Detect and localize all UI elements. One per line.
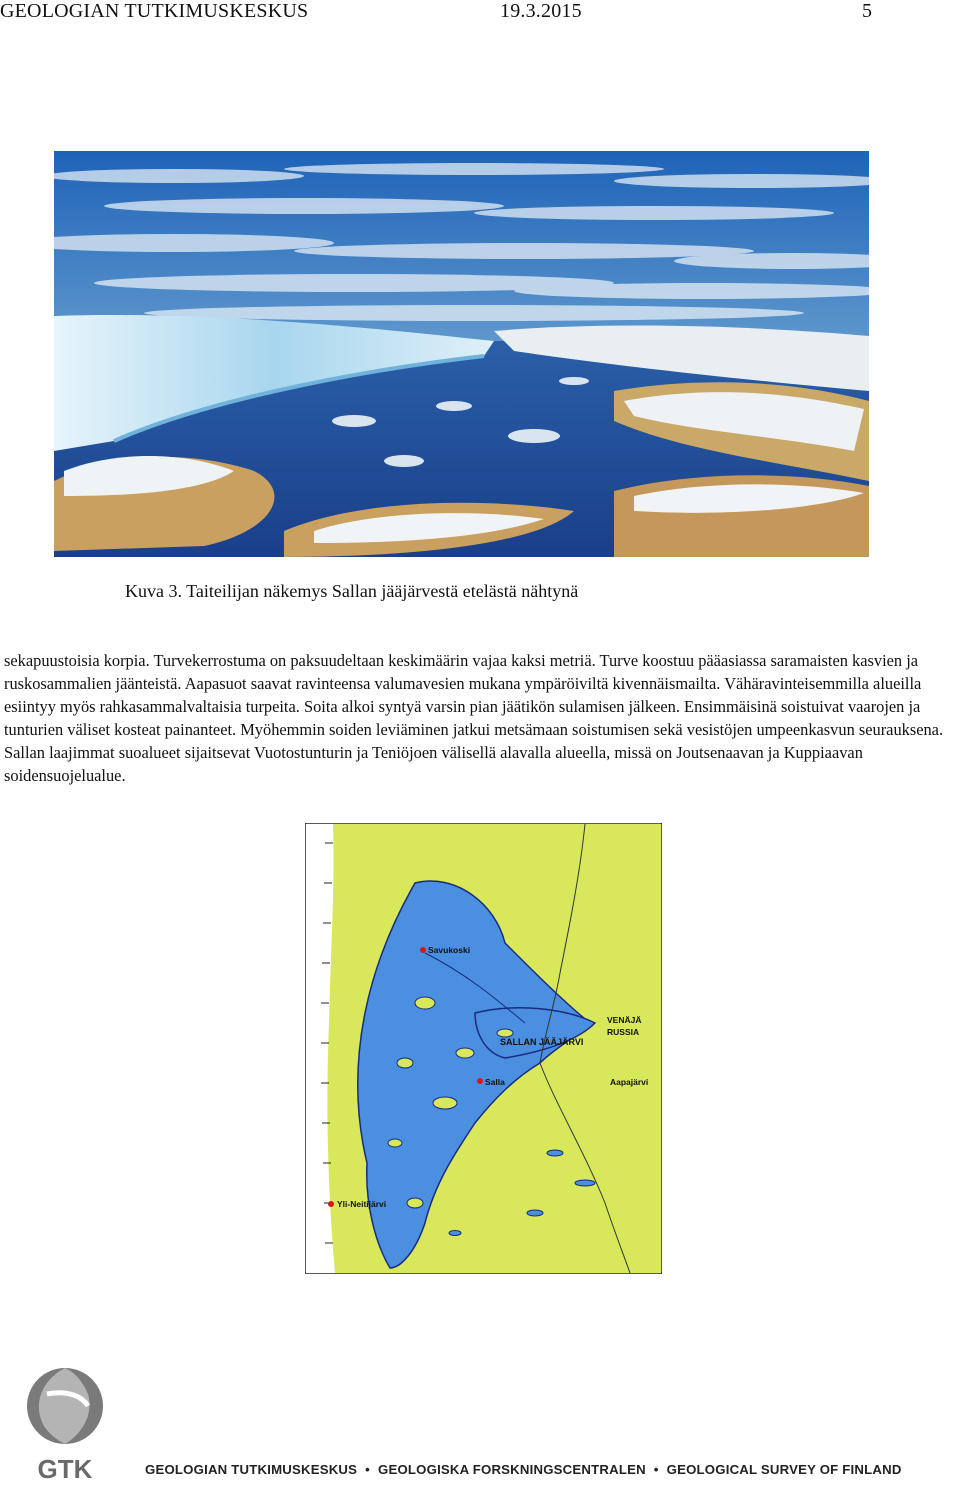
header-date: 19.3.2015 <box>500 0 582 22</box>
header-organization: GEOLOGIAN TUTKIMUSKESKUS <box>0 0 309 22</box>
footer-org-en: GEOLOGICAL SURVEY OF FINLAND <box>666 1462 902 1477</box>
body-text <box>4 649 954 787</box>
map-label-savukoski: Savukoski <box>428 945 471 955</box>
footer-separator: • <box>365 1462 370 1477</box>
page-number: 5 <box>862 0 873 22</box>
map-label-yli-neitijarvi: Yli-Neitijärvi <box>337 1199 387 1209</box>
map-label-venaja: VENÄJÄ <box>607 1015 642 1025</box>
map-label-salla: Salla <box>485 1077 505 1087</box>
salla-ice-lake-map <box>305 823 662 1274</box>
map-label-russia: RUSSIA <box>607 1027 640 1037</box>
ice-lake-illustration <box>54 151 869 557</box>
figure1-caption: Kuva 3. Taiteilijan näkemys Sallan jääjärvestä etelästä nähtynä <box>125 581 579 601</box>
body-paragraph: sekapuustoisia korpia. Turvekerrostuma on paksuudeltaan keskimäärin vajaa kaksi metriä. Turve koostuu pääasiassa saramaisten kasvien ja ruskosammalien jäänteistä. Aapasuot saavat ravinteensa valumavesien mukana ympäröiviltä kivennäismailta. Vähäravinteisemmilla alueilla esiintyy myös rahkasammalvaltaisia turpeita. Soita alkoi syntyä varsin pian jäätikön sulamisen jälkeen. Ensimmäisinä soistuivat vaarojen ja tunturien väliset kosteat painanteet. Myöhemmin soiden leviäminen jatkui metsämaan soistumisen sekä vesistöjen umpeenkasvun seurauksena. Sallan laajimmat suoalueet sijaitsevat Vuotostunturin ja Teniöjoen välisellä alavalla alueella, missä on Joutsenaavan ja Kuppiaavan soidensuojelualue. <box>4 651 944 785</box>
footer-separator: • <box>653 1462 659 1477</box>
footer-org-sv: GEOLOGISKA FORSKNINGSCENTRALEN <box>377 1462 646 1477</box>
map-label-aapajarvi: Aapajärvi <box>610 1077 649 1087</box>
map-label-sallan-jaajarvi: SALLAN JÄÄJÄRVI <box>500 1037 584 1047</box>
gtk-logo-text: GTK <box>37 1454 93 1484</box>
footer-organization-names <box>145 1462 925 1477</box>
gtk-logo <box>22 1364 108 1486</box>
footer-org-fi: GEOLOGIAN TUTKIMUSKESKUS <box>145 1462 358 1477</box>
page-header <box>0 0 960 30</box>
